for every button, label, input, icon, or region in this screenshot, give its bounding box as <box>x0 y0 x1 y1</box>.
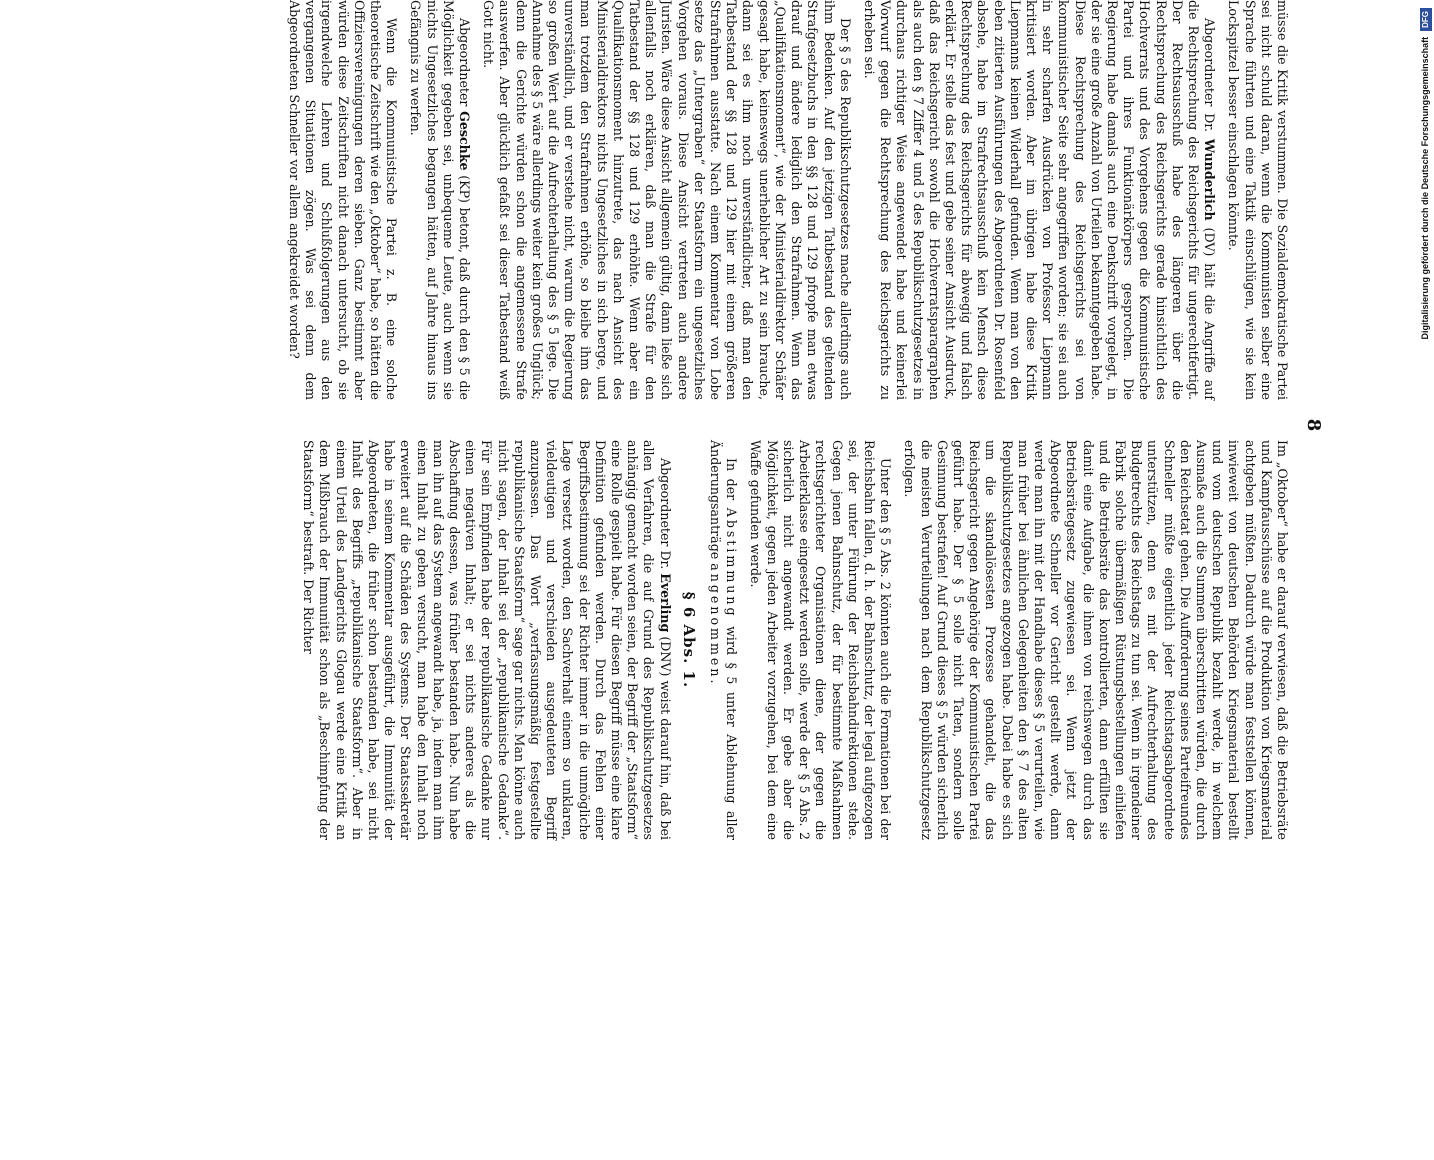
digitization-note <box>1418 8 1434 708</box>
paragraph-body: wird § 5 unter Ablehnung aller Änderungsanträge <box>708 440 740 840</box>
paragraph: Im „Oktober“ habe er darauf verwiesen, daß die Betriebsräte und Kampfausschüsse auf die Produktion von Kriegsmaterial achtgeben müßten. Dadurch würde man feststellen können, inwieweit von deutschen Behörden Kriegsmaterial bestellt und vom deutschen Republik bezahlt werde, in welchem Ausmaße auch die Summen überschritten würden, die durch den Reichsetat gehen. Die Aufforderung seines Parteifreundes Schneller müßte eigentlich jeder Reichstagsabgeordnete unterstützen, denn es mit der Aufrechterhaltung des Budgetrechts des Reichstags zu tun sei. Wenn in irgendeiner Fabrik solche übermäßigen Rüstungsbestellungen einliefen und die Betriebsräte das kontrollierten, dann erfüllten sie damit eine Aufgabe, die ihnen von reichswegen durch das Betriebsrätegesetz zugewiesen sei. Wenn jetzt der Abgeordnete Schneller vor Gericht gestellt werde, dann werde man ihn mit der Handhabe dieses § 5 verurteilen, wie man früher bei ähnlichen Gelegenheiten den § 7 des alten Republikschutzgesetzes angezogen habe. Dabei habe es sich um die skandalösesten Prozesse gehandelt, die das Reichsgericht gegen Angehörige der Kommunistischen Partei geführt habe. Der § 5 solle nicht Taten, sondern solle Gesinnung bestrafen! Auf Grund dieses § 5 würden sicherlich die meisten Verurteilungen nach dem Republikschutzgesetz erfolgen. <box>902 440 1290 840</box>
right-column <box>292 440 1290 840</box>
dfg-logo: DFG <box>1420 8 1432 31</box>
paragraph-lead: Abgeordneter <box>457 18 473 112</box>
paragraph-lead: Abgeordneter Dr. <box>657 458 673 574</box>
paragraph: Unter den § 5 Abs. 2 könnten auch die Formationen bei der Reichsbahn fallen, d. h. der Bahnschutz, der legal aufgezogen sei, der unter Führung der Reichsbahndirektionen stehe. Gegen jenen Bahnschutz, der für bestimmte Maßnahmen rechtsgerichteter Organisationen diene, der gegen die Arbeiterklasse eingesetzt werden solle, werde der § 5 Abs. 2 sicherlich nicht angewandt werden. Er gebe aber die Möglichkeit, gegen jeden Arbeiter vorzugehen, bei dem eine Waffe gefunden werde. <box>748 440 894 840</box>
paragraph-lead: In der <box>724 458 740 508</box>
paragraph-body: (KP) betont, daß durch den § 5 die Möglichkeit gegeben sei, unbequeme Leute, auch wenn sie nichts Ungesetzliches begangen hätten, auf Jahre hinaus ins Gefängnis zu werfen. <box>408 0 473 401</box>
paragraph <box>861 0 1217 400</box>
paragraph-body: (DNV) weist darauf hin, daß bei allen Verfahren, die auf Grund des Republikschutzgesetzes anhängig gemacht worden seien, der Begriff der „Staatsform“ eine Rolle gespielt habe. Für diesen Begriff müsse eine klare Definition gefunden werden. Durch das Fehlen einer Begriffsbestimmung sei der Richter immer in die unmögliche Lage versetzt worden, den Sachverhalt einem so unklaren, vieldeutigen und verschieden ausgedeuteten Begriff anzupassen. Das Wort „verfassungsmäßig festgestellte republikanische Staatsform“ sage gar nichts. Man könne auch nicht sagen, der Inhalt sei der „republikanische Gedanke“. Für sein Empfinden habe der republikanische Gedanke nur einen negativen Inhalt; er sei nichts anderes als die Abschaffung dessen, was früher bestanden habe. Nun habe man ihn auf das System angewandt habe, ja, indem man ihm einen Inhalt zu geben versucht, man habe den Inhalt noch erweitert auf die Schäden des Systems. Der Staatssekretär habe in seinem Kommentar ausgeführt, die Immunität der Abgeordneten, die früher schon bestanden habe, sei nicht Inhalt des Begriffs „republikanische Staatsform“. Aber in einem Urteil des Landgerichts Glogau werde eine Kritik an dem Mißbrauch der Immunität schon als „Beschimpfung der Staatsform“ bestraft. Der Richter <box>301 440 673 840</box>
section-heading: § 6 Abs. 1. <box>679 591 698 689</box>
paragraph <box>300 440 673 840</box>
speaker-name: Everling <box>657 573 673 633</box>
vote-paragraph <box>707 440 739 840</box>
paragraph <box>407 0 472 400</box>
digitization-note-text <box>1418 8 1432 708</box>
page-body <box>120 0 1324 850</box>
paragraph: Wenn die Kommunistische Partei z. B. eine solche theoretische Zeitschrift wie den „Oktober“ habe, so hätten die Offiziersvereinigungen deren sieben. Ganz bestimmt aber würden diese Zeitschriften nicht danach untersucht, ob sie irgendwelche Lehren und Schlußfolgerungen aus den vergangenen Situationen zögen. Was sei denn dem Abgeordneten Schneller vor allem angekreidet worden? <box>287 0 400 400</box>
paragraph-lead: Abgeordneter Dr. <box>1202 18 1218 139</box>
spaced-word: Abstimmung <box>724 507 740 619</box>
paragraph-body: (DV) hält die Angriffe auf die Rechtsprechung des Reichsgerichts für ungerechtfertigt. Der Rechtsausschuß habe des längeren über die Rechtsprechung des Reichsgerichts gerade hinsichtlich des Hochverrats und des Vorgehens gegen die Kommunistische Partei und ihres Funktionärkörpers gesprochen. Die Regierung habe damals auch eine Denkschrift vorgelegt, in der sie eine große Anzahl von Urteilen bekanntgegeben habe. Diese Rechtsprechung des Reichsgerichts sei von kommunistischer Seite sehr angegriffen worden; sie sei auch in sehr scharfen Ausdrücken von Professor Liepmann kritisiert worden. Aber im übrigen habe diese Kritik Liepmanns keinen Widerhall gefunden. Wenn man von den eben zitierten Ausführungen des Abgeordneten Dr. Rosenfeld absehe, habe im Strafrechtsausschuß kein Mensch diese Rechtsprechung des Reichsgerichts für abwegig und falsch erklärt. Er stelle das fest und gebe seiner Ansicht Ausdruck, daß das Reichsgericht sowohl die Hochverratsparagraphen als auch den § 7 Ziffer 4 und 5 des Republikschutzgesetzes in durchaus richtiger Weise angewendet habe und keinerlei Vorwurf gegen die Rechtsprechung des Reichsgerichts zu erheben sei. <box>861 0 1218 400</box>
page-number: 8 <box>1303 418 1324 432</box>
paragraph: müsse die Kritik verstummen. Die Sozialdemokratische Partei sei nicht schuld daran, wenn die Kommunisten selber eine Sprache führten und eine Taktik einschlügen, wie sie kein Lockspitzel besser einschlagen könnte. <box>1226 0 1290 400</box>
speaker-name: Geschke <box>457 111 473 171</box>
rotated-page <box>70 0 1324 1160</box>
funding-credit: Digitalisierung gefördert durch die Deutsche Forschungsgemeinschaft <box>1420 36 1430 340</box>
speaker-name: Wunderlich <box>1202 138 1218 221</box>
left-column <box>278 0 1290 400</box>
paragraph: Der § 5 des Republikschutzgesetzes mache allerdings auch ihm Bedenken. Auf den jetzigen Tatbestand des geltenden Strafgesetzbuchs in den §§ 128 und 129 pfropfe man etwas drauf und ändere lediglich den Strafrahmen. Wenn das „Qualifikationsmoment“, wie der Ministerialdirektor Schäfer gesagt habe, keineswegs unerheblicher Art zu sein brauche, dann sei es ihm noch unverständlicher, daß man den Tatbestand der §§ 128 und 129 hier mit einem größeren Strafrahmen ausstatte. Nach einem Kommentar von Lobe setze das „Untergraben“ der Staatsform ein ungesetzliches Vorgehen voraus. Diese Ansicht vertreten auch andere Juristen. Wäre diese Ansicht allgemein gültig, dann ließe sich allenfalls noch erklären, daß man die Strafe für den Tatbestand der §§ 128 und 129 erhöhte. Wenn aber ein Qualifikationsmoment hinzutrete, das nach Ansicht des Ministerialdirektors nichts Ungesetzliches in sich berge, und man trotzdem den Strafrahmen erhöhe, so bleibe ihm das unverständlich, und er verstehe nicht, warum die Regierung so großen Wert auf die Aufrechterhaltung des § 5 lege. Die Annahme des § 5 wäre allerdings weiter kein großes Unglück; denn die Gerichte würden schon die angemessene Strafe auswerfen. Aber glücklich gefaßt sei dieser Tatbestand weiß Gott nicht. <box>481 0 853 400</box>
spaced-word: angenommen. <box>708 563 724 687</box>
